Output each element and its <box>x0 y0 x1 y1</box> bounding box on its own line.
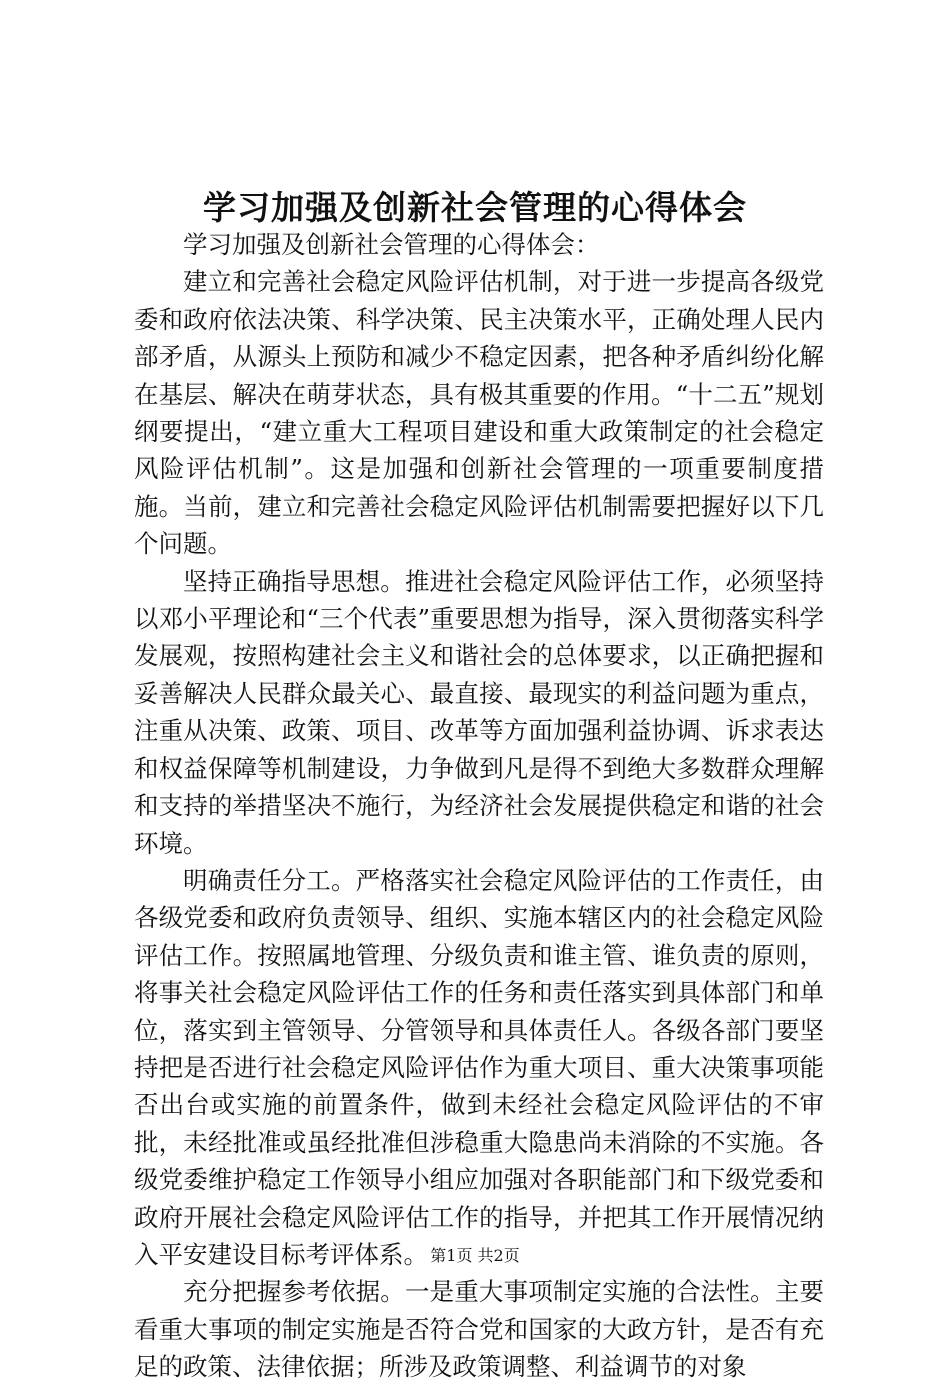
body-paragraph: 建立和完善社会稳定风险评估机制，对于进一步提高各级党委和政府依法决策、科学决策、民主决策水平，正确处理人民内部矛盾，从源头上预防和减少不稳定因素，把各种矛盾纠纷化解在基层、解决在萌芽状态，具有极其重要的作用。“十二五”规划纲要提出，“建立重大工程项目建设和重大政策制定的社会稳定风险评估机制”。这是加强和创新社会管理的一项重要制度措施。当前，建立和完善社会稳定风险评估机制需要把握好以下几个问题。 <box>134 267 824 559</box>
body-paragraph: 明确责任分工。严格落实社会稳定风险评估的工作责任，由各级党委和政府负责领导、组织、实施本辖区内的社会稳定风险评估工作。按照属地管理、分级负责和谁主管、谁负责的原则，将事关社会稳定风险评估工作的任务和责任落实到具体部门和单位，落实到主管领导、分管领导和具体责任人。各级各部门要坚持把是否进行社会稳定风险评估作为重大项目、重大决策事项能否出台或实施的前置条件，做到未经社会稳定风险评估的不审批，未经批准或虽经批准但涉稳重大隐患尚未消除的不实施。各级党委维护稳定工作领导小组应加强对各职能部门和下级党委和政府开展社会稳定风险评估工作的指导，并把其工作开展情况纳入平安建设目标考评体系。 <box>134 865 824 1269</box>
document-title: 学习加强及创新社会管理的心得体会 <box>203 188 747 227</box>
body-paragraph: 学习加强及创新社会管理的心得体会： <box>183 230 600 259</box>
page-number-footer: 第1页 共2页 <box>430 1246 520 1265</box>
body-paragraph: 充分把握参考依据。一是重大事项制定实施的合法性。主要看重大事项的制定实施是否符合党和国家的大政方针，是否有充足的政策、法律依据；所涉及政策调整、利益调节的对象 <box>134 1277 824 1382</box>
body-paragraph: 坚持正确指导思想。推进社会稳定风险评估工作，必须坚持以邓小平理论和“三个代表”重要思想为指导，深入贯彻落实科学发展观，按照构建社会主义和谐社会的总体要求，以正确把握和妥善解决人民群众最关心、最直接、最现实的利益问题为重点，注重从决策、政策、项目、改革等方面加强利益协调、诉求表达和权益保障等机制建设，力争做到凡是得不到绝大多数群众理解和支持的举措坚决不施行，为经济社会发展提供稳定和谐的社会环境。 <box>134 566 824 858</box>
document-body <box>134 226 824 1386</box>
